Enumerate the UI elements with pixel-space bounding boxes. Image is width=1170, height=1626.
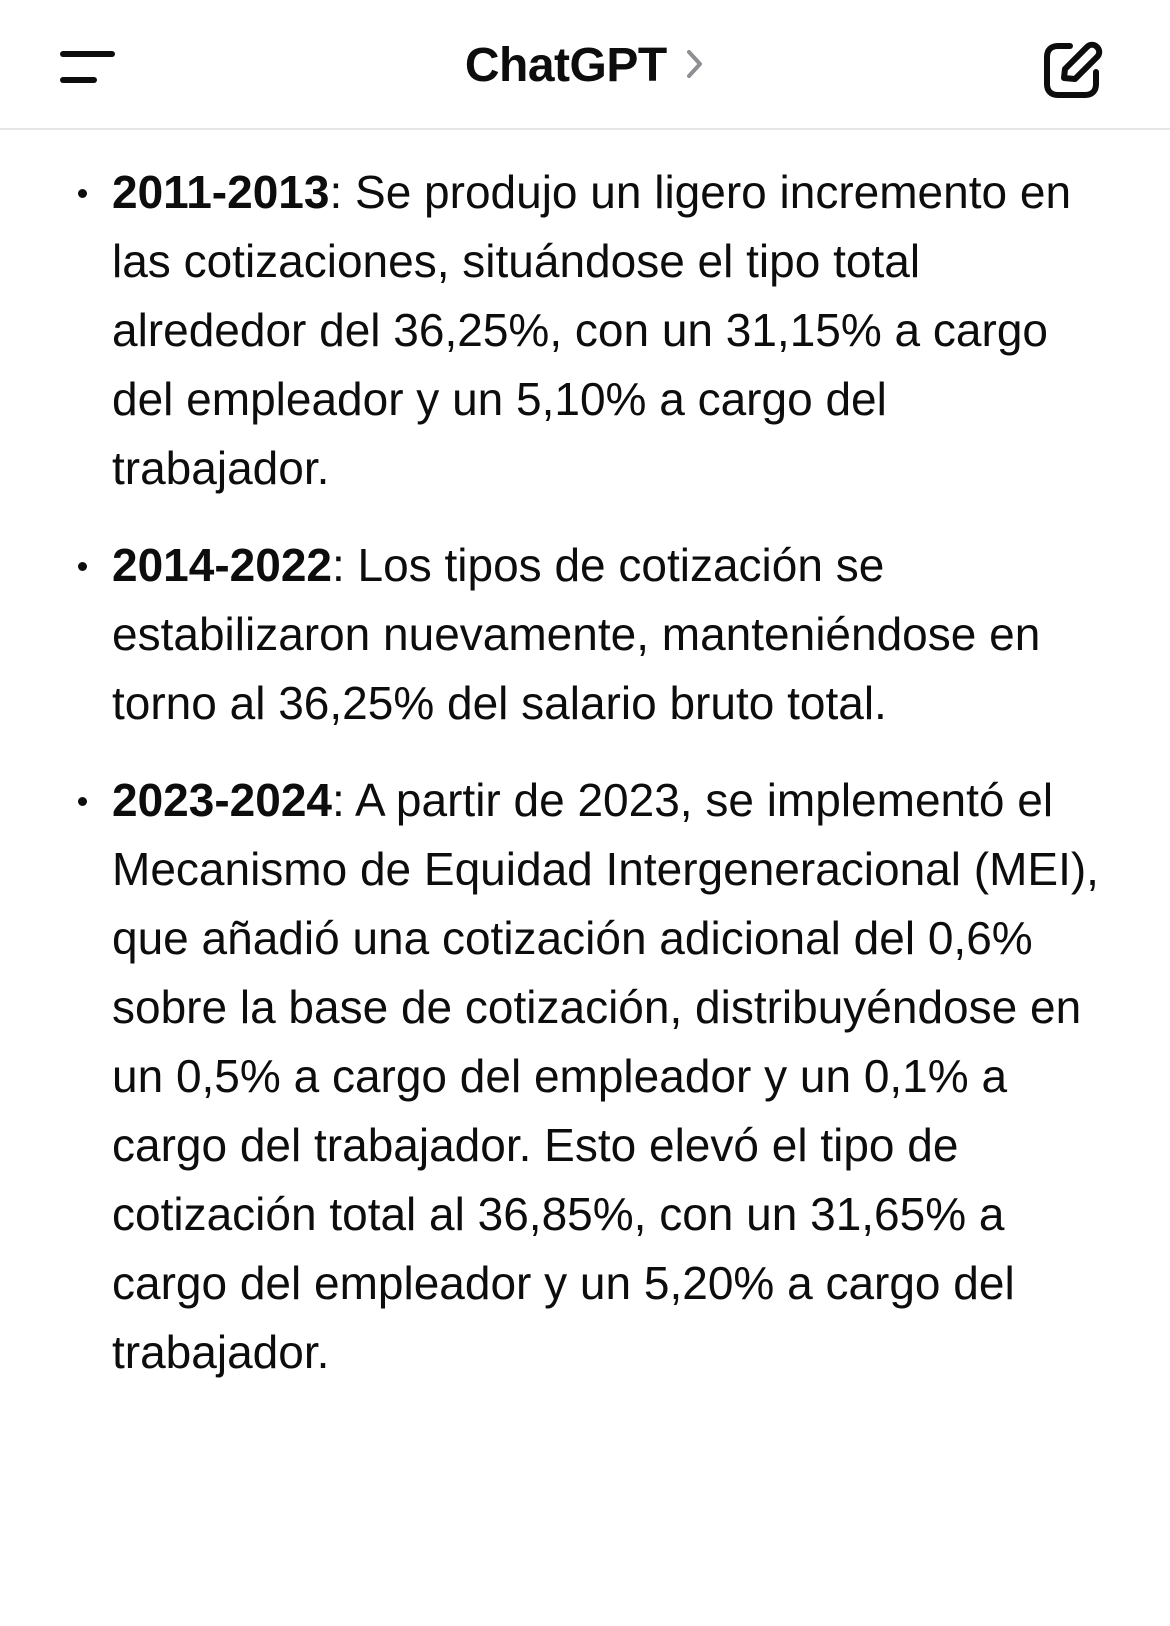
model-selector[interactable] <box>0 34 1170 98</box>
period-label: 2023-2024 <box>112 774 332 826</box>
bullet-dot <box>78 189 87 198</box>
bullet-dot <box>78 562 87 571</box>
period-label: 2011-2013 <box>112 166 330 218</box>
period-label: 2014-2022 <box>112 539 332 591</box>
chat-message <box>0 130 1170 1387</box>
list-item <box>0 766 1170 1387</box>
period-description: : Los tipos de cotización se estabilizaron nuevamente, manteniéndose en torno al 36,25% del salario bruto total. <box>112 539 1041 729</box>
bullet-list <box>0 158 1170 1387</box>
app-title: ChatGPT <box>464 39 667 92</box>
period-description: : A partir de 2023, se implementó el Mecanismo de Equidad Intergeneracional (MEI), que añadió una cotización adicional del 0,6% sobre la base de cotización, distribuyéndose en un 0,5% a cargo del empleador y un 0,1% a cargo del trabajador. Esto elevó el tipo de cotización total al 36,85%, con un 31,65% a cargo del empleador y un 5,20% a cargo del trabajador. <box>112 774 1099 1378</box>
list-item <box>0 531 1170 738</box>
period-description: : Se produjo un ligero incremento en las cotizaciones, situándose el tipo total alrededor del 36,25%, con un 31,15% a cargo del empleador y un 5,10% a cargo del trabajador. <box>112 166 1072 494</box>
list-item <box>0 158 1170 503</box>
new-chat-button[interactable] <box>1030 28 1114 112</box>
bullet-dot <box>78 797 87 806</box>
chevron-right-icon <box>685 48 705 80</box>
top-bar <box>0 0 1170 130</box>
new-chat-icon <box>1040 38 1104 102</box>
